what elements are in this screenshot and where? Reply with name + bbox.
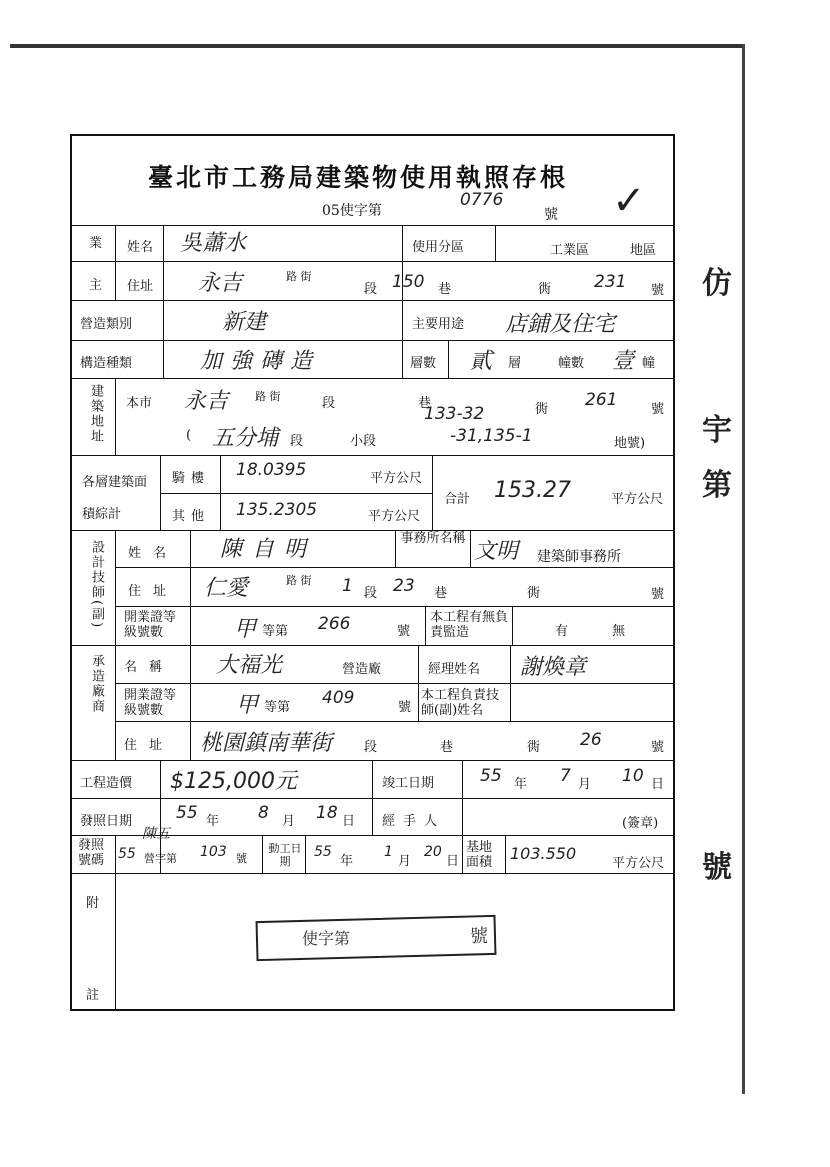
issue-label: 發照日期 (80, 814, 133, 829)
permit-suffix: 號 (236, 852, 247, 865)
side-mark-3: 第 (702, 468, 732, 503)
cost-label: 工程造價 (80, 776, 133, 791)
issue-month-suffix: 月 (282, 814, 296, 829)
owner-number-suffix: 號 (651, 283, 665, 298)
other-unit: 平方公尺 (368, 509, 421, 524)
build-type-label: 營造類別 (80, 317, 133, 332)
rule (160, 455, 161, 530)
owner-road-value: 永吉 (198, 271, 243, 296)
area-label: 各層建築面積綜計 (82, 475, 148, 522)
blocks-label: 幢數 (558, 356, 585, 371)
rule (163, 225, 164, 378)
area-total-value: 153.27 (494, 478, 571, 503)
rule (220, 455, 221, 530)
area-total-label: 合計 (444, 492, 471, 507)
owner-name-label: 姓名 (127, 240, 154, 255)
notes-label-1: 附 (86, 896, 100, 911)
designer-number-suffix: 號 (651, 587, 665, 602)
site-city: 本市 (126, 396, 153, 411)
paper-edge-right (742, 44, 745, 1094)
blocks-value: 壹 (612, 349, 635, 374)
start-year-suffix: 年 (340, 854, 354, 869)
rule (115, 606, 673, 607)
rule (115, 835, 116, 1011)
site-alley-suffix: 衖 (535, 402, 549, 417)
contractor-manager-value: 謝煥章 (520, 655, 587, 680)
issue-year-suffix: 年 (206, 814, 220, 829)
contractor-manager-label: 經理姓名 (428, 662, 481, 677)
contractor-lane-suffix: 巷 (440, 740, 454, 755)
permit-year: 55 (118, 846, 136, 862)
serial-number: 0776 (460, 190, 504, 210)
contractor-license-suffix: 號 (398, 700, 412, 715)
designer-supervise-label: 本工程有無負責監造 (430, 610, 509, 640)
designer-label: 設計技師(副) (89, 540, 104, 630)
contractor-grade-suffix: 等第 (264, 700, 291, 715)
start-year: 55 (314, 844, 332, 860)
designer-grade-value: 甲 (234, 617, 257, 642)
paper-edge (10, 44, 745, 48)
completion-label: 竣工日期 (382, 776, 435, 791)
cost-value: $125,000元 (170, 769, 297, 794)
handler-label: 經手人 (382, 814, 446, 829)
designer-lane-suffix: 巷 (434, 586, 448, 601)
rule (72, 645, 673, 646)
serial-suffix: 號 (544, 207, 558, 223)
other-label: 其他 (172, 509, 211, 524)
contractor-name-value: 大福光 (216, 653, 283, 678)
site-land-duan-value: 五分埔 (212, 426, 279, 451)
issue-month: 8 (258, 803, 269, 823)
completion-day-suffix: 日 (651, 777, 665, 792)
site-land-no-suffix: 地號) (614, 436, 646, 451)
seal-label: (簽章) (622, 816, 659, 831)
rule (115, 530, 116, 760)
completion-month-suffix: 月 (578, 777, 592, 792)
site-land-no-value: -31,135-1 (450, 426, 533, 446)
rule (448, 340, 449, 378)
permit-label: 發照號碼 (78, 838, 105, 868)
completion-year: 55 (480, 766, 502, 786)
rule (72, 378, 673, 379)
zone-label: 使用分區 (412, 240, 465, 255)
serial-prefix: 05使字第 (322, 203, 382, 219)
rule (402, 225, 403, 378)
base-value: 103.550 (510, 844, 577, 863)
owner-road-suffix: 路 街 (286, 270, 312, 283)
base-label: 基地面積 (466, 840, 493, 870)
rule (262, 835, 263, 873)
owner-number-value: 231 (594, 272, 627, 292)
site-number-value: 261 (585, 390, 618, 410)
site-road-suffix: 路 街 (255, 390, 281, 403)
rule (190, 530, 191, 760)
area-total-unit: 平方公尺 (611, 492, 664, 507)
designer-license-suffix: 號 (397, 624, 411, 639)
permit-form (70, 134, 675, 1011)
rule (72, 530, 673, 531)
designer-grade-suffix: 等第 (262, 624, 289, 639)
rule (72, 873, 673, 874)
permit-prefix: 營字第 (144, 852, 177, 865)
issue-year: 55 (176, 803, 198, 823)
rule (470, 530, 471, 567)
site-duan-label: 段 (322, 396, 336, 411)
structure-label: 構造種類 (80, 356, 133, 371)
rule (115, 721, 673, 722)
designer-supervise-opts: 有 無 (555, 624, 646, 639)
rule (505, 835, 506, 873)
site-road-value: 永吉 (184, 389, 229, 414)
start-month-suffix: 月 (398, 854, 412, 869)
designer-office-value: 文明 (474, 539, 519, 564)
build-type-value: 新建 (222, 310, 267, 335)
contractor-name-suffix: 營造廠 (342, 662, 382, 677)
contractor-license-label: 開業證等級號數 (124, 688, 177, 718)
arcade-value: 18.0395 (236, 460, 307, 480)
contractor-name-label: 名稱 (124, 660, 175, 675)
structure-value: 加強磚造 (200, 349, 321, 374)
completion-year-suffix: 年 (514, 777, 528, 792)
rule (432, 455, 433, 530)
designer-duan-suffix: 段 (364, 586, 378, 601)
side-mark-2: 宇 (702, 413, 732, 448)
permit-annot: 陳五 (142, 826, 170, 842)
rule (462, 835, 463, 873)
owner-address-label: 住址 (127, 279, 154, 294)
rule (115, 683, 673, 684)
site-paren: ( (186, 428, 192, 443)
rule (115, 225, 116, 301)
site-number-suffix: 號 (651, 402, 665, 417)
rule (512, 606, 513, 645)
owner-name-value: 吳蕭水 (180, 231, 247, 256)
contractor-engineer-label: 本工程負責技師(副)姓名 (421, 688, 500, 718)
arcade-unit: 平方公尺 (370, 471, 423, 486)
contractor-number-suffix: 號 (651, 740, 665, 755)
blocks-suffix: 幢 (642, 356, 656, 371)
other-value: 135.2305 (236, 500, 318, 520)
contractor-address-label: 住址 (124, 738, 175, 753)
rule (395, 530, 396, 567)
designer-lane-value: 23 (393, 576, 415, 596)
rule (115, 567, 673, 568)
contractor-grade-value: 甲 (236, 693, 259, 718)
owner-section-label-1: 業 (89, 236, 103, 251)
site-label: 建築地址 (88, 384, 103, 444)
floors-value: 貳 (470, 349, 493, 374)
stamp-text: 使字第 (302, 929, 351, 948)
designer-duan-value: 1 (342, 576, 353, 596)
zone-suffix: 地區 (630, 243, 657, 258)
rule (72, 455, 673, 456)
designer-office-label: 事務所名稱 (400, 531, 466, 546)
start-month: 1 (384, 844, 393, 860)
start-day: 20 (424, 844, 442, 860)
rule (510, 645, 511, 721)
arcade-label: 騎樓 (172, 471, 211, 486)
contractor-address-value: 桃園鎮南華街 (200, 731, 333, 756)
designer-alley-suffix: 衖 (527, 586, 541, 601)
main-use-value: 店鋪及住宅 (505, 312, 616, 337)
floors-label: 層數 (410, 356, 437, 371)
owner-duan-label: 段 (364, 282, 378, 297)
contractor-number-value: 26 (580, 730, 602, 750)
designer-license-label: 開業證等級號數 (124, 610, 177, 640)
contractor-duan: 段 (364, 740, 378, 755)
stamp-box (256, 915, 497, 961)
contractor-license-no: 409 (322, 688, 355, 708)
rule (495, 225, 496, 261)
base-unit: 平方公尺 (612, 856, 665, 871)
rule (425, 606, 426, 645)
start-day-suffix: 日 (446, 854, 460, 869)
side-mark-1: 仿 (702, 266, 732, 301)
site-land-duan-suffix: 段 (290, 434, 304, 449)
check-mark: ✓ (612, 178, 646, 224)
designer-license-no: 266 (318, 614, 351, 634)
completion-day: 10 (622, 766, 644, 786)
main-use-label: 主要用途 (412, 317, 465, 332)
issue-day-suffix: 日 (342, 814, 356, 829)
rule (462, 760, 463, 835)
permit-no: 103 (200, 844, 227, 860)
rule (115, 378, 116, 455)
designer-name-label: 姓名 (128, 546, 179, 561)
zone-value: 工業區 (550, 243, 590, 258)
site-lane-value: 133-32 (424, 404, 485, 424)
site-lane-suffix: 巷 (418, 396, 432, 411)
owner-alley-suffix: 衖 (538, 282, 552, 297)
stamp-suffix: 號 (470, 926, 488, 947)
start-label: 動工日期 (268, 842, 302, 868)
owner-lane-value: 150 (392, 272, 425, 292)
designer-name-value: 陳自明 (220, 537, 317, 562)
side-mark-4: 號 (702, 850, 732, 885)
form-title: 臺北市工務局建築物使用執照存根 (148, 163, 569, 192)
issue-day: 18 (316, 803, 338, 823)
owner-section-label-2: 主 (89, 278, 103, 293)
rule (372, 760, 373, 835)
rule (160, 493, 432, 494)
designer-address-label: 住址 (128, 584, 179, 599)
designer-road-value: 仁愛 (204, 576, 249, 601)
notes-label-2: 註 (86, 988, 100, 1003)
rule (418, 645, 419, 721)
rule (305, 835, 306, 873)
owner-lane-suffix: 巷 (438, 282, 452, 297)
designer-office-suffix: 建築師事務所 (537, 549, 621, 565)
contractor-label: 承造廠商 (89, 654, 104, 714)
contractor-alley-suffix: 衖 (527, 740, 541, 755)
floors-suffix: 層 (508, 356, 522, 371)
completion-month: 7 (560, 766, 571, 786)
designer-road-suffix: 路 街 (286, 574, 312, 587)
site-sub-label: 小段 (350, 434, 377, 449)
